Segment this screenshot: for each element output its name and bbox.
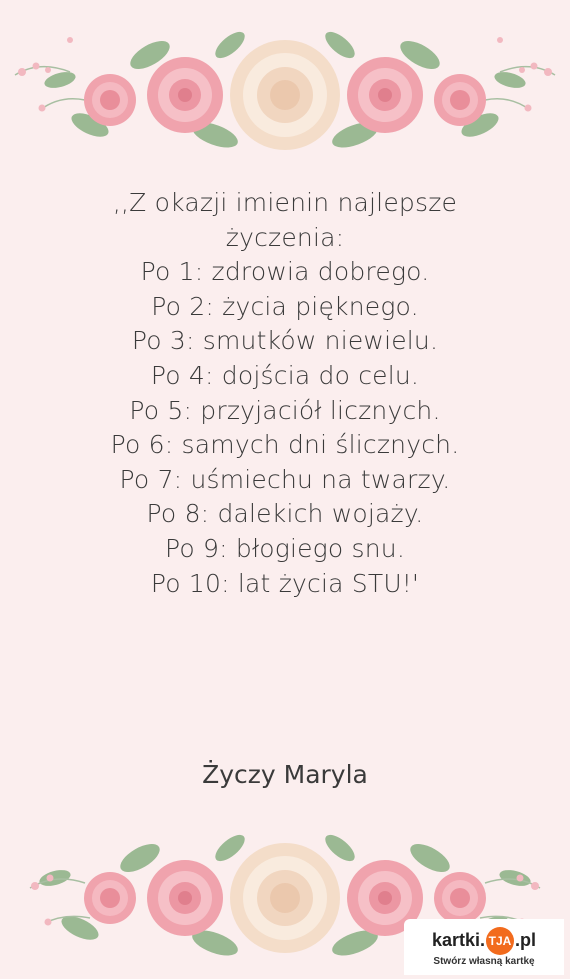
poem-line: Po 2: życia pięknego.: [151, 291, 419, 321]
logo-brand: [404, 927, 564, 955]
rose-right: [347, 57, 423, 133]
signature: Życzy Maryla: [202, 760, 368, 789]
poem-text: [20, 186, 550, 601]
rose-left: [147, 57, 223, 133]
rose-center: [230, 843, 340, 953]
poem-line: Po 7: uśmiechu na twarzy.: [119, 464, 451, 494]
poem-line: Po 10: lat życia STU!': [150, 568, 420, 598]
poem-line: życzenia:: [225, 222, 345, 252]
poem-line: Po 5: przyjaciół licznych.: [129, 395, 441, 425]
poem-line: Po 1: zdrowia dobrego.: [140, 257, 430, 287]
rose-left: [147, 860, 223, 936]
poem-line: Po 8: dalekich wojaży.: [146, 499, 424, 529]
logo-brand-left: kartki.: [431, 929, 486, 950]
poem-line: ,,Z okazji imienin najlepsze: [112, 188, 458, 217]
poem-line: Po 9: błogiego snu.: [164, 533, 405, 563]
logo-tagline: Stwórz własną kartkę: [433, 956, 535, 967]
rose-garland-top: [0, 0, 570, 170]
rose-right-small: [434, 74, 486, 126]
rose-right-small: [434, 872, 486, 924]
site-logo[interactable]: [404, 919, 564, 975]
poem-line: Po 6: samych dni ślicznych.: [110, 430, 460, 460]
rose-center: [230, 40, 340, 150]
poem-line: Po 4: dojścia do celu.: [150, 360, 420, 390]
logo-brand-right: .pl: [515, 929, 537, 950]
rose-left-small: [84, 74, 136, 126]
logo-badge: TJA: [486, 927, 514, 955]
rose-left-small: [84, 872, 136, 924]
poem-line: Po 3: smutków niewielu.: [131, 326, 439, 356]
